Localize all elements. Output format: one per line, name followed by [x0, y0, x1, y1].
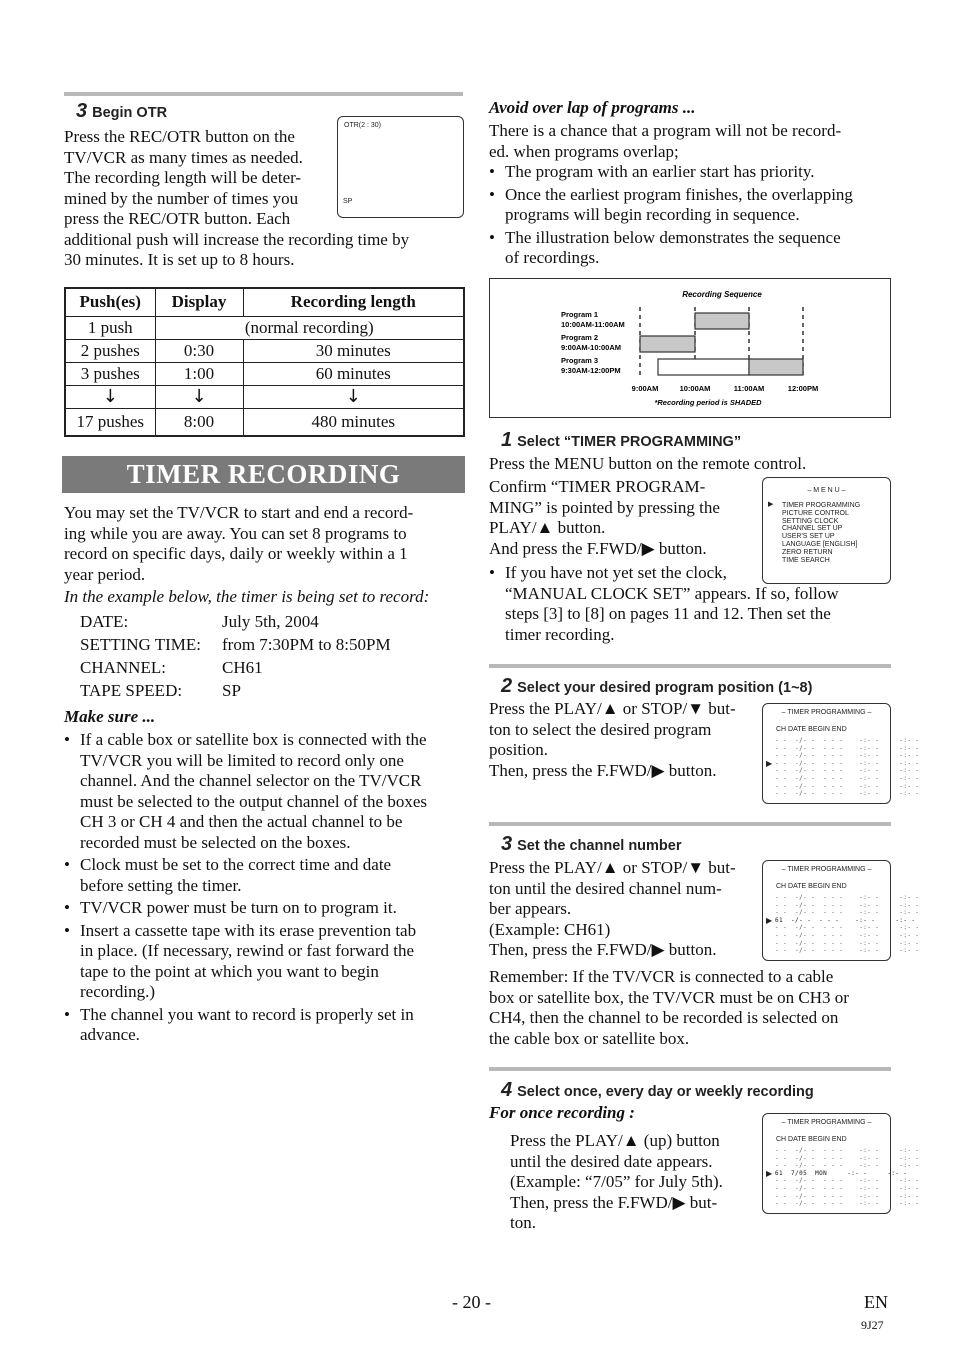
timer-slot-row: - - -/- - - - - -:- - -:- -	[775, 774, 920, 782]
step-number: 4	[501, 1079, 513, 1101]
step-title: Select your desired program position (1~8)	[517, 680, 813, 696]
table-row	[65, 316, 464, 339]
channel-label: CHANNEL:	[80, 658, 166, 677]
text-line: Remember: If the TV/VCR is connected to a cable	[489, 967, 834, 986]
otr-screen-time: OTR(2 : 30)	[344, 122, 381, 129]
text-line: • Insert a cassette tape with its erase prevention tab	[80, 920, 417, 940]
avoid-overlap-heading: Avoid over lap of programs ...	[489, 98, 696, 117]
document-code: 9J27	[861, 1318, 884, 1332]
recording-sequence-diagram	[489, 278, 891, 418]
example-speed-row	[80, 679, 465, 702]
program1-bar	[695, 313, 749, 329]
text-line: year period.	[64, 564, 146, 584]
page-number: - 20 -	[452, 1292, 491, 1312]
timer-screen-title: – TIMER PROGRAMMING –	[781, 1119, 872, 1126]
text-line: • If a cable box or satellite box is connected with the	[80, 730, 427, 749]
timer-screen-rows	[775, 1147, 920, 1208]
step3-text	[489, 858, 759, 961]
timer-slot-row: - - -/- - - - - -:- - -:- -	[775, 744, 920, 752]
time-value: from 7:30PM to 8:50PM	[222, 635, 391, 654]
text-line: position.	[489, 740, 549, 759]
cell-length: 480 minutes	[243, 408, 464, 436]
intro-paragraph	[64, 503, 464, 585]
step-heading-channel	[501, 834, 682, 857]
timer-screen-rows	[775, 737, 920, 798]
text-line: • Once the earliest program finishes, the overlapping	[505, 184, 853, 204]
timer-slot-row: - - -/- - - - - -:- - -:- -	[775, 1184, 920, 1192]
timer-screen-rows	[775, 894, 920, 955]
list-item	[64, 1005, 464, 1046]
otr-screen	[337, 116, 464, 218]
timer-screen-columns: CH DATE BEGIN END	[776, 883, 847, 890]
timer-screen-columns: CH DATE BEGIN END	[776, 726, 847, 733]
section-rule	[489, 1067, 891, 1071]
list-item	[489, 228, 891, 269]
timer-programming-screen-channel	[762, 860, 920, 961]
text-line: additional push will increase the recording time by	[64, 229, 410, 249]
example-channel-row	[80, 656, 465, 679]
text-line: ton until the desired channel num-	[489, 878, 722, 898]
language-code: EN	[864, 1292, 888, 1312]
program2-bar	[640, 336, 695, 352]
text-line: There is a chance that a program will not be record-	[489, 121, 842, 140]
timer-slot-row: - - -/- - - - - -:- - -:- -	[775, 1162, 920, 1170]
timer-programming-screen-date	[762, 1113, 920, 1214]
text-line: channel. And the channel selector on the TV/VCR	[80, 771, 422, 790]
menu-screen	[762, 477, 891, 584]
cell-push: 1 push	[65, 316, 155, 339]
timer-slot-row: 61 7/05 MON -:- - -:- -	[775, 1169, 908, 1177]
pointer-icon: ▶	[766, 916, 773, 925]
step-title: Select once, every day or weekly recording	[517, 1084, 814, 1100]
text-line: USER'S SET UP	[782, 533, 835, 541]
timer-slot-row: - - -/- - - - - -:- - -:- -	[775, 782, 920, 790]
otr-screen-speed: SP	[343, 198, 353, 205]
time-label: SETTING TIME:	[80, 635, 202, 654]
make-sure-heading: Make sure ...	[64, 707, 156, 726]
list-item	[64, 898, 464, 919]
timer-slot-row: - - -/- - - - - -:- - -:- -	[775, 894, 920, 901]
step3-remember	[489, 967, 891, 1049]
table-row	[65, 408, 464, 436]
text-line: TV/VCR you will be limited to record only one	[80, 750, 404, 770]
text-line: • The illustration below demonstrates the sequence	[505, 227, 841, 247]
text-line: TIME SEARCH	[782, 556, 830, 564]
timer-slot-row: - - -/- - - - - -:- - -:- -	[775, 931, 920, 939]
text-line: You may set the TV/VCR to start and end a record-	[64, 503, 414, 522]
text-line: record on specific days, daily or weekly within a 1	[64, 544, 408, 563]
text-line: ZERO RETURN	[782, 548, 833, 556]
text-line: ber appears.	[489, 899, 572, 918]
step-title: Begin OTR	[92, 105, 168, 121]
menu-pointer-icon: ▶	[768, 501, 774, 508]
text-line: Press the PLAY/▲ or STOP/▼ but-	[489, 858, 736, 877]
timer-slot-row: - - -/- - - - - -:- - -:- -	[775, 767, 920, 775]
text-line: recording.)	[80, 982, 156, 1001]
table-row	[65, 385, 464, 408]
table-header-row	[65, 288, 464, 316]
step-title: Set the channel number	[517, 838, 682, 854]
timer-screen-columns: CH DATE BEGIN END	[776, 1136, 847, 1143]
step-number: 1	[501, 429, 513, 451]
example-line: In the example below, the timer is being set to record:	[64, 587, 430, 606]
text-line: Then, press the F.FWD/▶ button.	[489, 940, 717, 959]
text-line: before setting the timer.	[80, 875, 242, 895]
timer-slot-row: - - -/- - - - - -:- - -:- -	[775, 752, 920, 760]
step-heading-select-timer	[501, 430, 741, 453]
step-number: 3	[76, 100, 88, 122]
text-line: CHANNEL SET UP	[782, 525, 843, 533]
header-recording-length: Recording length	[243, 288, 464, 316]
table-row	[65, 339, 464, 362]
text-line: Then, press the F.FWD/▶ button.	[489, 760, 717, 780]
text-line: 30 minutes. It is set up to 8 hours.	[64, 250, 295, 269]
program3-bar-unrecorded	[658, 359, 749, 375]
step-heading-recording-frequency	[501, 1080, 814, 1103]
text-line: the cable box or satellite box.	[489, 1028, 690, 1048]
timer-slot-row: - - -/- - - - - -:- - -:- -	[775, 1154, 920, 1162]
tick-label: 10:00AM	[679, 384, 711, 393]
example-date-row	[80, 610, 465, 633]
down-arrow-icon: ↓	[65, 385, 155, 408]
step1-line1: Press the MENU button on the remote control.	[489, 454, 807, 473]
text-line: recorded must be selected on the boxes.	[80, 832, 351, 852]
text-line: And press the F.FWD/▶ button.	[489, 538, 707, 558]
sequence-note: *Recording period is SHADED	[654, 398, 762, 407]
text-line: mined by the number of times you	[64, 188, 299, 208]
once-recording-heading: For once recording :	[489, 1103, 635, 1122]
speed-label: TAPE SPEED:	[80, 681, 183, 700]
cell-display: 0:30	[155, 339, 243, 362]
text-line: Press the PLAY/▲ or STOP/▼ but-	[489, 699, 736, 718]
cell-length: 30 minutes	[243, 339, 464, 362]
section-rule	[64, 92, 463, 96]
timer-slot-row: - - -/- - - - - -:- - -:- -	[775, 947, 920, 955]
step1-text	[489, 477, 759, 559]
text-line: ton.	[510, 1213, 536, 1232]
tick-label: 11:00AM	[733, 384, 765, 393]
timer-slot-row: - - -/- - - - - -:- - -:- -	[775, 759, 920, 767]
text-line: must be selected to the output channel of the boxes	[80, 791, 427, 811]
text-line: CH 3 or CH 4 and then the actual channel to be	[80, 812, 403, 831]
timer-screen-title: – TIMER PROGRAMMING –	[781, 866, 872, 873]
text-line: ed. when programs overlap;	[489, 141, 679, 161]
text-line: • If you have not yet set the clock,	[505, 563, 727, 582]
text-line: ing while you are away. You can set 8 programs to	[64, 523, 407, 543]
text-line: Press the PLAY/▲ (up) button	[510, 1131, 720, 1150]
table-row	[65, 362, 464, 385]
cell-length: 60 minutes	[243, 362, 464, 385]
list-item	[489, 162, 891, 183]
timer-slot-row: - - -/- - - - - -:- - -:- -	[775, 924, 920, 932]
down-arrow-icon: ↓	[243, 385, 464, 408]
text-line: • The program with an earlier start has priority.	[505, 162, 815, 181]
make-sure-list	[64, 730, 464, 1048]
text-line: TV/VCR as many times as needed.	[64, 147, 303, 167]
step-heading-program-position	[501, 676, 812, 699]
text-line: PLAY/▲ button.	[489, 518, 606, 537]
channel-value: CH61	[222, 658, 263, 677]
list-item	[64, 855, 464, 896]
header-pushes: Push(es)	[65, 288, 155, 316]
program3-bar-recorded	[749, 359, 803, 375]
cell-display: 8:00	[155, 408, 243, 436]
text-line: TIMER PROGRAMMING	[782, 502, 861, 509]
text-line: Press the REC/OTR button on the	[64, 127, 295, 146]
text-line: programs will begin recording in sequence.	[505, 205, 800, 224]
list-item	[489, 185, 891, 226]
avoid-overlap-text	[489, 121, 891, 271]
program3-name: Program 3	[561, 356, 599, 365]
program1-name: Program 1	[561, 310, 599, 319]
timer-slot-row: - - -/- - - - - -:- - -:- -	[775, 901, 920, 909]
program3-time: 9:30AM-12:00PM	[561, 366, 621, 375]
example-settings	[80, 610, 465, 702]
text-line: steps [3] to [8] on pages 11 and 12. Then set the	[505, 604, 831, 623]
text-line: LANGUAGE [ENGLISH]	[782, 540, 858, 548]
timer-slot-row: - - -/- - - - - -:- - -:- -	[775, 1177, 920, 1185]
text-line: SETTING CLOCK	[782, 517, 839, 525]
cell-push: 17 pushes	[65, 408, 155, 436]
text-line: CH4, then the channel to be recorded is selected on	[489, 1008, 839, 1027]
step2-text	[489, 699, 759, 781]
program2-name: Program 2	[561, 333, 599, 342]
text-line: box or satellite box, the TV/VCR must be on CH3 or	[489, 987, 849, 1007]
header-display: Display	[155, 288, 243, 316]
text-line: of recordings.	[505, 248, 600, 267]
date-label: DATE:	[80, 612, 129, 631]
cell-push: 3 pushes	[65, 362, 155, 385]
text-line: Confirm “TIMER PROGRAM-	[489, 477, 706, 496]
text-line: • TV/VCR power must be turn on to program it.	[80, 898, 397, 917]
text-line: • The channel you want to record is properly set in	[80, 1004, 414, 1024]
example-time-row	[80, 633, 465, 656]
program2-time: 9:00AM-10:00AM	[561, 343, 622, 352]
cell-display: 1:00	[155, 362, 243, 385]
timer-slot-row: - - -/- - - - - -:- - -:- -	[775, 909, 920, 917]
timer-recording-banner: TIMER RECORDING	[62, 456, 465, 493]
cell-normal-recording: (normal recording)	[155, 316, 464, 339]
timer-slot-row: - - -/- - - - - -:- - -:- -	[775, 1192, 920, 1200]
text-line: “MANUAL CLOCK SET” appears. If so, follow	[505, 583, 839, 603]
date-value: July 5th, 2004	[222, 612, 319, 631]
timer-slot-row: - - -/- - - - - -:- - -:- -	[775, 790, 920, 798]
tick-label: 12:00PM	[787, 384, 819, 393]
text-line: The recording length will be deter-	[64, 168, 302, 187]
program1-time: 10:00AM-11:00AM	[561, 320, 625, 329]
step-title: Select “TIMER PROGRAMMING”	[517, 434, 742, 450]
text-line: in place. (If necessary, rewind or fast forward the	[80, 941, 415, 960]
speed-value: SP	[222, 681, 241, 700]
menu-title: – M E N U –	[807, 487, 846, 494]
text-line: (Example: “7/05” for July 5th).	[510, 1172, 723, 1191]
tick-label: 9:00AM	[631, 384, 659, 393]
recording-sequence-svg	[490, 279, 890, 417]
list-item	[64, 921, 464, 1003]
text-line: until the desired date appears.	[510, 1151, 713, 1171]
text-line: ton to select the desired program	[489, 719, 712, 739]
text-line: Then, press the F.FWD/▶ but-	[510, 1192, 718, 1212]
timer-slot-row: - - -/- - - - - -:- - -:- -	[775, 1147, 920, 1154]
timer-screen-title: – TIMER PROGRAMMING –	[781, 709, 872, 716]
timer-slot-row: - - -/- - - - - -:- - -:- -	[775, 939, 920, 947]
text-line: (Example: CH61)	[489, 919, 611, 939]
menu-list	[782, 502, 860, 564]
section-rule	[489, 664, 891, 668]
text-line: • Clock must be set to the correct time and date	[80, 855, 392, 874]
cell-push: 2 pushes	[65, 339, 155, 362]
text-line: MING” is pointed by pressing the	[489, 497, 720, 517]
text-line: PICTURE CONTROL	[782, 509, 849, 517]
step4-text	[510, 1131, 760, 1234]
section-rule	[489, 822, 891, 826]
pointer-icon: ▶	[766, 759, 773, 768]
timer-slot-row: - - -/- - - - - -:- - -:- -	[775, 737, 920, 744]
timer-slot-row: 61 -/- - - - - -:- - -:- -	[775, 916, 916, 924]
sequence-title: Recording Sequence	[682, 290, 762, 299]
list-item	[64, 730, 464, 853]
text-line: tape to the point at which you want to begin	[80, 961, 379, 981]
text-line: advance.	[80, 1025, 140, 1044]
step-heading-begin-otr	[76, 101, 167, 124]
step-number: 3	[501, 833, 513, 855]
timer-slot-row: - - -/- - - - - -:- - -:- -	[775, 1200, 920, 1208]
timer-programming-screen-position	[762, 703, 920, 804]
otr-table	[64, 287, 465, 437]
step-number: 2	[501, 675, 513, 697]
pointer-icon: ▶	[766, 1169, 773, 1178]
down-arrow-icon: ↓	[155, 385, 243, 408]
text-line: timer recording.	[505, 624, 615, 644]
text-line: press the REC/OTR button. Each	[64, 209, 291, 228]
